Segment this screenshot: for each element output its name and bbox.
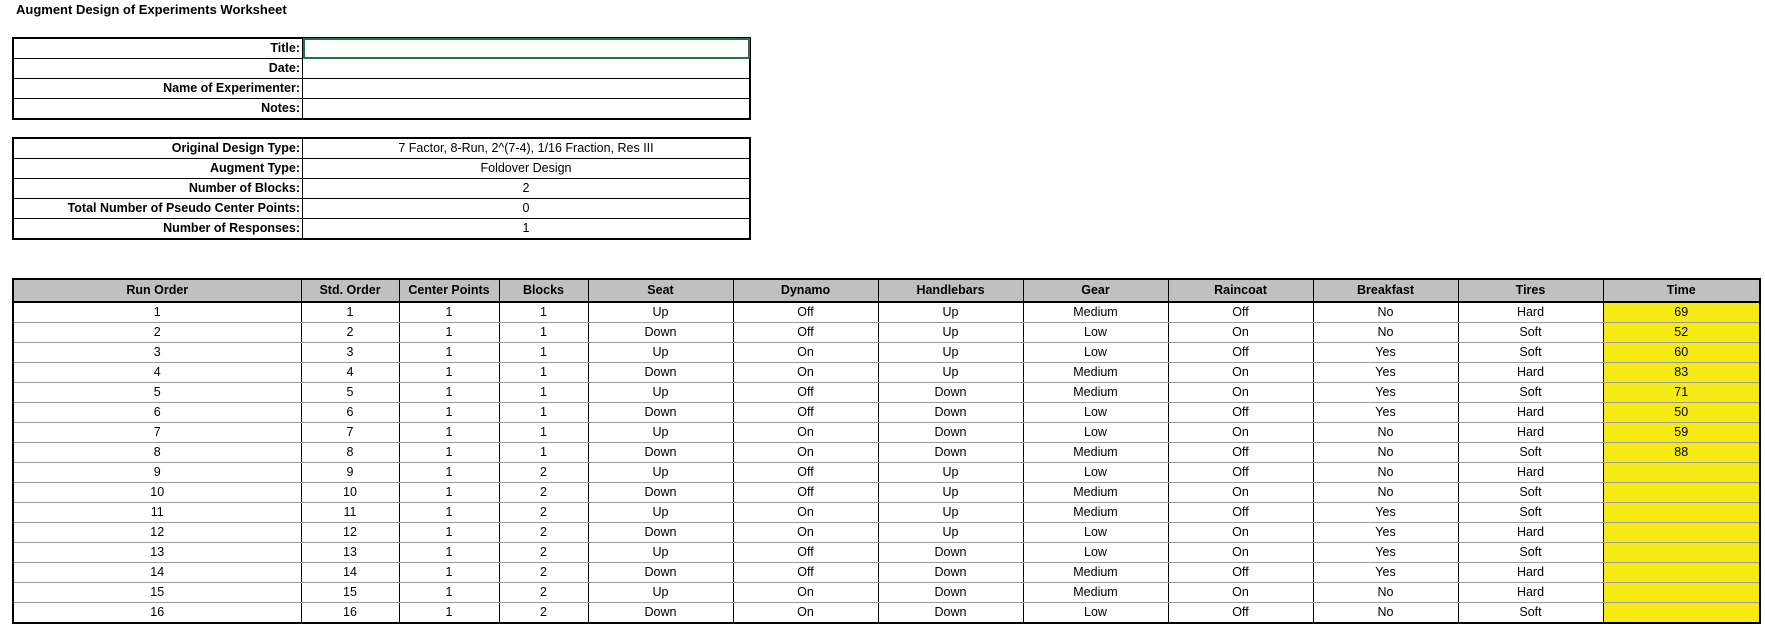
cell-breakfast[interactable]: No [1313, 463, 1458, 483]
cell-time[interactable]: 83 [1603, 363, 1760, 383]
cell-raincoat[interactable]: Off [1168, 403, 1313, 423]
cell-tires[interactable]: Hard [1458, 363, 1603, 383]
number-of-blocks-row [13, 179, 750, 199]
cell-seat[interactable]: Up [588, 423, 733, 443]
cell-handlebars[interactable]: Down [878, 583, 1023, 603]
cell-run-order[interactable]: 12 [13, 523, 301, 543]
cell-run-order[interactable]: 6 [13, 403, 301, 423]
cell-dynamo[interactable]: On [733, 503, 878, 523]
cell-run-order[interactable]: 14 [13, 563, 301, 583]
cell-time[interactable] [1603, 583, 1760, 603]
number-of-blocks-label: Number of Blocks: [13, 179, 303, 199]
cell-dynamo[interactable]: On [733, 603, 878, 624]
cell-blocks[interactable]: 2 [499, 483, 588, 503]
notes-cell[interactable] [303, 99, 751, 120]
cell-gear[interactable]: Low [1023, 403, 1168, 423]
column-header-breakfast[interactable]: Breakfast [1313, 279, 1458, 302]
cell-run-order[interactable]: 1 [13, 302, 301, 323]
cell-handlebars[interactable]: Down [878, 423, 1023, 443]
cell-raincoat[interactable]: On [1168, 483, 1313, 503]
cell-run-order[interactable]: 3 [13, 343, 301, 363]
cell-handlebars[interactable]: Down [878, 403, 1023, 423]
cell-raincoat[interactable]: Off [1168, 563, 1313, 583]
cell-raincoat[interactable]: On [1168, 363, 1313, 383]
cell-blocks[interactable]: 1 [499, 443, 588, 463]
cell-handlebars[interactable]: Up [878, 523, 1023, 543]
cell-raincoat[interactable]: Off [1168, 343, 1313, 363]
cell-center-points[interactable]: 1 [399, 363, 499, 383]
cell-blocks[interactable]: 1 [499, 323, 588, 343]
column-header-run-order[interactable]: Run Order [13, 279, 301, 302]
cell-center-points[interactable]: 1 [399, 443, 499, 463]
cell-breakfast[interactable]: Yes [1313, 503, 1458, 523]
cell-breakfast[interactable]: No [1313, 483, 1458, 503]
cell-gear[interactable]: Low [1023, 523, 1168, 543]
cell-blocks[interactable]: 2 [499, 503, 588, 523]
cell-center-points[interactable]: 1 [399, 603, 499, 624]
number-of-responses-cell[interactable]: 1 [303, 219, 751, 240]
date-label: Date: [13, 59, 303, 79]
cell-time[interactable] [1603, 603, 1760, 624]
cell-raincoat[interactable]: On [1168, 583, 1313, 603]
number-of-blocks-cell[interactable]: 2 [303, 179, 751, 199]
run-order-table [12, 278, 1761, 624]
cell-time[interactable] [1603, 523, 1760, 543]
cell-tires[interactable]: Soft [1458, 603, 1603, 624]
table-row [13, 583, 1760, 603]
augment-type-cell[interactable]: Foldover Design [303, 159, 751, 179]
cell-time[interactable]: 59 [1603, 423, 1760, 443]
cell-gear[interactable]: Medium [1023, 443, 1168, 463]
cell-dynamo[interactable]: Off [733, 483, 878, 503]
cell-breakfast[interactable]: No [1313, 603, 1458, 624]
title-cell[interactable] [303, 38, 751, 59]
cell-dynamo[interactable]: Off [733, 543, 878, 563]
number-of-responses-row [13, 219, 750, 240]
original-design-type-label: Original Design Type: [13, 138, 303, 159]
table-row [13, 523, 1760, 543]
cell-run-order[interactable]: 16 [13, 603, 301, 624]
cell-dynamo[interactable]: On [733, 343, 878, 363]
cell-center-points[interactable]: 1 [399, 463, 499, 483]
cell-dynamo[interactable]: Off [733, 403, 878, 423]
cell-center-points[interactable]: 1 [399, 343, 499, 363]
cell-gear[interactable]: Low [1023, 343, 1168, 363]
cell-handlebars[interactable]: Up [878, 343, 1023, 363]
cell-gear[interactable]: Low [1023, 423, 1168, 443]
cell-raincoat[interactable]: Off [1168, 302, 1313, 323]
cell-time[interactable]: 88 [1603, 443, 1760, 463]
cell-seat[interactable]: Up [588, 463, 733, 483]
cell-seat[interactable]: Down [588, 563, 733, 583]
column-header-blocks[interactable]: Blocks [499, 279, 588, 302]
cell-seat[interactable]: Up [588, 503, 733, 523]
column-header-time[interactable]: Time [1603, 279, 1760, 302]
cell-blocks[interactable]: 1 [499, 363, 588, 383]
cell-breakfast[interactable]: No [1313, 443, 1458, 463]
cell-run-order[interactable]: 2 [13, 323, 301, 343]
cell-seat[interactable]: Down [588, 483, 733, 503]
cell-seat[interactable]: Down [588, 403, 733, 423]
cell-tires[interactable]: Soft [1458, 483, 1603, 503]
cell-gear[interactable]: Medium [1023, 383, 1168, 403]
cell-seat[interactable]: Up [588, 343, 733, 363]
cell-handlebars[interactable]: Down [878, 383, 1023, 403]
cell-blocks[interactable]: 1 [499, 302, 588, 323]
cell-std-order[interactable]: 6 [301, 403, 399, 423]
cell-run-order[interactable]: 9 [13, 463, 301, 483]
cell-tires[interactable]: Hard [1458, 563, 1603, 583]
run-table-header-row [13, 279, 1760, 302]
cell-gear[interactable]: Low [1023, 543, 1168, 563]
cell-handlebars[interactable]: Down [878, 563, 1023, 583]
table-row [13, 302, 1760, 323]
cell-gear[interactable]: Low [1023, 323, 1168, 343]
cell-run-order[interactable]: 5 [13, 383, 301, 403]
cell-seat[interactable]: Up [588, 583, 733, 603]
cell-blocks[interactable]: 2 [499, 603, 588, 624]
table-row [13, 443, 1760, 463]
original-design-type-cell[interactable]: 7 Factor, 8-Run, 2^(7-4), 1/16 Fraction, Res III [303, 138, 751, 159]
cell-center-points[interactable]: 1 [399, 543, 499, 563]
table-row [13, 483, 1760, 503]
table-row [13, 603, 1760, 624]
cell-dynamo[interactable]: On [733, 523, 878, 543]
cell-std-order[interactable]: 7 [301, 423, 399, 443]
cell-run-order[interactable]: 10 [13, 483, 301, 503]
cell-handlebars[interactable]: Down [878, 603, 1023, 624]
original-design-type-row [13, 138, 750, 159]
cell-seat[interactable]: Down [588, 363, 733, 383]
run-table-body [13, 302, 1760, 623]
cell-dynamo[interactable]: On [733, 443, 878, 463]
column-header-std-order[interactable]: Std. Order [301, 279, 399, 302]
cell-dynamo[interactable]: Off [733, 383, 878, 403]
date-row [13, 59, 750, 79]
cell-std-order[interactable]: 12 [301, 523, 399, 543]
augment-type-label: Augment Type: [13, 159, 303, 179]
column-header-tires[interactable]: Tires [1458, 279, 1603, 302]
cell-run-order[interactable]: 11 [13, 503, 301, 523]
augment-type-row [13, 159, 750, 179]
cell-time[interactable]: 69 [1603, 302, 1760, 323]
cell-seat[interactable]: Down [588, 323, 733, 343]
cell-seat[interactable]: Up [588, 302, 733, 323]
cell-handlebars[interactable]: Up [878, 483, 1023, 503]
cell-breakfast[interactable]: Yes [1313, 523, 1458, 543]
cell-handlebars[interactable]: Up [878, 302, 1023, 323]
cell-time[interactable] [1603, 563, 1760, 583]
cell-tires[interactable]: Soft [1458, 343, 1603, 363]
cell-std-order[interactable]: 2 [301, 323, 399, 343]
cell-dynamo[interactable]: Off [733, 323, 878, 343]
cell-std-order[interactable]: 10 [301, 483, 399, 503]
cell-run-order[interactable]: 8 [13, 443, 301, 463]
cell-tires[interactable]: Hard [1458, 302, 1603, 323]
cell-center-points[interactable]: 1 [399, 383, 499, 403]
cell-breakfast[interactable]: Yes [1313, 363, 1458, 383]
cell-raincoat[interactable]: Off [1168, 443, 1313, 463]
cell-time[interactable] [1603, 543, 1760, 563]
cell-gear[interactable]: Low [1023, 463, 1168, 483]
pseudo-center-points-label: Total Number of Pseudo Center Points: [13, 199, 303, 219]
cell-dynamo[interactable]: On [733, 363, 878, 383]
cell-blocks[interactable]: 1 [499, 423, 588, 443]
table-row [13, 423, 1760, 443]
table-row [13, 383, 1760, 403]
cell-dynamo[interactable]: On [733, 583, 878, 603]
cell-tires[interactable]: Hard [1458, 463, 1603, 483]
cell-std-order[interactable]: 9 [301, 463, 399, 483]
cell-breakfast[interactable]: No [1313, 323, 1458, 343]
cell-std-order[interactable]: 15 [301, 583, 399, 603]
cell-std-order[interactable]: 4 [301, 363, 399, 383]
cell-breakfast[interactable]: No [1313, 583, 1458, 603]
cell-handlebars[interactable]: Down [878, 443, 1023, 463]
column-header-raincoat[interactable]: Raincoat [1168, 279, 1313, 302]
cell-center-points[interactable]: 1 [399, 583, 499, 603]
experimenter-row [13, 79, 750, 99]
cell-raincoat[interactable]: On [1168, 383, 1313, 403]
cell-raincoat[interactable]: On [1168, 423, 1313, 443]
cell-handlebars[interactable]: Up [878, 503, 1023, 523]
cell-center-points[interactable]: 1 [399, 523, 499, 543]
experimenter-label: Name of Experimenter: [13, 79, 303, 99]
cell-tires[interactable]: Hard [1458, 523, 1603, 543]
cell-seat[interactable]: Up [588, 543, 733, 563]
cell-blocks[interactable]: 2 [499, 523, 588, 543]
number-of-responses-label: Number of Responses: [13, 219, 303, 240]
cell-blocks[interactable]: 2 [499, 583, 588, 603]
notes-label: Notes: [13, 99, 303, 120]
cell-std-order[interactable]: 8 [301, 443, 399, 463]
table-row [13, 563, 1760, 583]
cell-time[interactable]: 50 [1603, 403, 1760, 423]
cell-center-points[interactable]: 1 [399, 323, 499, 343]
cell-breakfast[interactable]: Yes [1313, 383, 1458, 403]
cell-breakfast[interactable]: Yes [1313, 543, 1458, 563]
cell-tires[interactable]: Soft [1458, 443, 1603, 463]
cell-std-order[interactable]: 3 [301, 343, 399, 363]
table-row [13, 403, 1760, 423]
cell-handlebars[interactable]: Up [878, 463, 1023, 483]
cell-std-order[interactable]: 1 [301, 302, 399, 323]
cell-center-points[interactable]: 1 [399, 403, 499, 423]
cell-time[interactable]: 52 [1603, 323, 1760, 343]
column-header-handlebars[interactable]: Handlebars [878, 279, 1023, 302]
pseudo-center-points-row [13, 199, 750, 219]
cell-breakfast[interactable]: No [1313, 423, 1458, 443]
cell-run-order[interactable]: 15 [13, 583, 301, 603]
cell-breakfast[interactable]: Yes [1313, 343, 1458, 363]
cell-raincoat[interactable]: Off [1168, 603, 1313, 624]
cell-run-order[interactable]: 13 [13, 543, 301, 563]
cell-gear[interactable]: Medium [1023, 563, 1168, 583]
cell-gear[interactable]: Medium [1023, 302, 1168, 323]
column-header-center-points[interactable]: Center Points [399, 279, 499, 302]
table-row [13, 463, 1760, 483]
cell-tires[interactable]: Soft [1458, 383, 1603, 403]
cell-handlebars[interactable]: Down [878, 543, 1023, 563]
cell-gear[interactable]: Medium [1023, 503, 1168, 523]
cell-raincoat[interactable]: Off [1168, 463, 1313, 483]
cell-tires[interactable]: Soft [1458, 323, 1603, 343]
cell-raincoat[interactable]: Off [1168, 503, 1313, 523]
cell-raincoat[interactable]: On [1168, 523, 1313, 543]
cell-blocks[interactable]: 1 [499, 403, 588, 423]
cell-seat[interactable]: Up [588, 383, 733, 403]
title-row [13, 38, 750, 59]
cell-breakfast[interactable]: No [1313, 302, 1458, 323]
cell-center-points[interactable]: 1 [399, 423, 499, 443]
cell-dynamo[interactable]: Off [733, 302, 878, 323]
cell-time[interactable] [1603, 503, 1760, 523]
cell-blocks[interactable]: 2 [499, 563, 588, 583]
cell-std-order[interactable]: 11 [301, 503, 399, 523]
cell-center-points[interactable]: 1 [399, 503, 499, 523]
cell-run-order[interactable]: 7 [13, 423, 301, 443]
cell-center-points[interactable]: 1 [399, 483, 499, 503]
cell-handlebars[interactable]: Up [878, 363, 1023, 383]
table-row [13, 323, 1760, 343]
cell-gear[interactable]: Medium [1023, 483, 1168, 503]
table-row [13, 503, 1760, 523]
cell-tires[interactable]: Hard [1458, 403, 1603, 423]
cell-seat[interactable]: Down [588, 443, 733, 463]
title-label: Title: [13, 38, 303, 59]
column-header-dynamo[interactable]: Dynamo [733, 279, 878, 302]
cell-center-points[interactable]: 1 [399, 563, 499, 583]
cell-blocks[interactable]: 2 [499, 463, 588, 483]
table-row [13, 543, 1760, 563]
column-header-gear[interactable]: Gear [1023, 279, 1168, 302]
cell-tires[interactable]: Hard [1458, 423, 1603, 443]
cell-gear[interactable]: Medium [1023, 583, 1168, 603]
cell-handlebars[interactable]: Up [878, 323, 1023, 343]
cell-gear[interactable]: Low [1023, 603, 1168, 624]
pseudo-center-points-cell[interactable]: 0 [303, 199, 751, 219]
cell-center-points[interactable]: 1 [399, 302, 499, 323]
cell-time[interactable]: 71 [1603, 383, 1760, 403]
experiment-info-table [12, 37, 751, 120]
experimenter-cell[interactable] [303, 79, 751, 99]
notes-row [13, 99, 750, 120]
cell-time[interactable]: 60 [1603, 343, 1760, 363]
cell-run-order[interactable]: 4 [13, 363, 301, 383]
cell-blocks[interactable]: 1 [499, 383, 588, 403]
cell-breakfast[interactable]: Yes [1313, 403, 1458, 423]
cell-tires[interactable]: Soft [1458, 503, 1603, 523]
column-header-seat[interactable]: Seat [588, 279, 733, 302]
cell-dynamo[interactable]: Off [733, 463, 878, 483]
cell-raincoat[interactable]: On [1168, 323, 1313, 343]
cell-dynamo[interactable]: Off [733, 563, 878, 583]
table-row [13, 343, 1760, 363]
cell-std-order[interactable]: 16 [301, 603, 399, 624]
cell-dynamo[interactable]: On [733, 423, 878, 443]
cell-std-order[interactable]: 13 [301, 543, 399, 563]
cell-raincoat[interactable]: On [1168, 543, 1313, 563]
cell-gear[interactable]: Medium [1023, 363, 1168, 383]
cell-seat[interactable]: Down [588, 603, 733, 624]
cell-tires[interactable]: Soft [1458, 543, 1603, 563]
cell-time[interactable] [1603, 483, 1760, 503]
cell-std-order[interactable]: 14 [301, 563, 399, 583]
cell-tires[interactable]: Hard [1458, 583, 1603, 603]
cell-blocks[interactable]: 1 [499, 343, 588, 363]
table-row [13, 363, 1760, 383]
cell-blocks[interactable]: 2 [499, 543, 588, 563]
date-cell[interactable] [303, 59, 751, 79]
cell-time[interactable] [1603, 463, 1760, 483]
worksheet-title: Augment Design of Experiments Worksheet [16, 2, 287, 17]
cell-breakfast[interactable]: Yes [1313, 563, 1458, 583]
cell-std-order[interactable]: 5 [301, 383, 399, 403]
cell-seat[interactable]: Down [588, 523, 733, 543]
design-summary-table [12, 137, 751, 240]
